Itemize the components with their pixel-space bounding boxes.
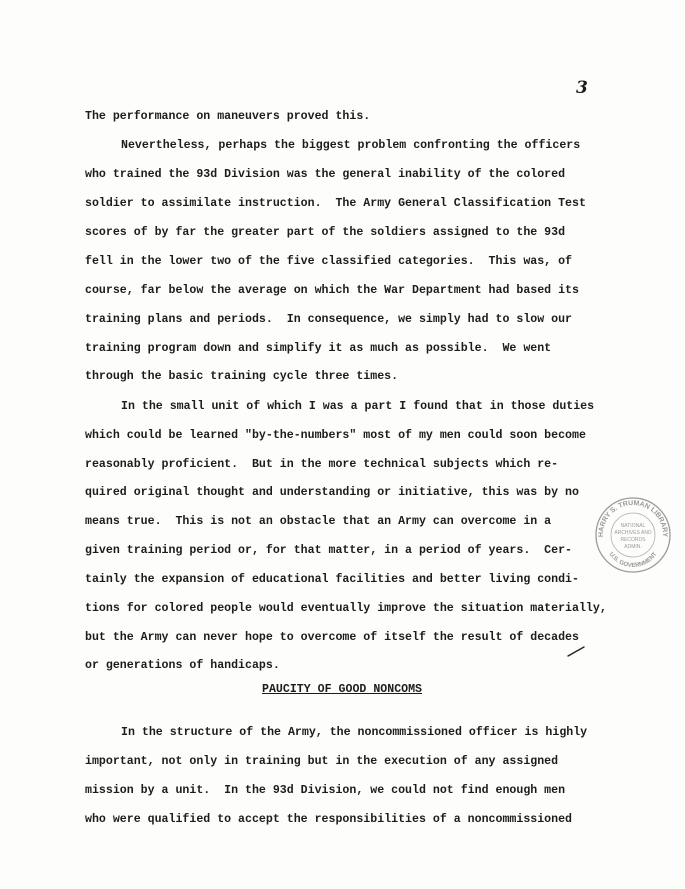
stamp-bottom-text: U.S. GOVERNMENT xyxy=(607,551,659,570)
svg-text:U.S. GOVERNMENT xyxy=(608,551,659,569)
text-line: but the Army can never hope to overcome of itself the result of decades xyxy=(85,631,579,644)
text-line: quired original thought and understanding or initiative, this was by no xyxy=(85,486,579,499)
page-number: 3 xyxy=(576,78,588,98)
text-line: training plans and periods. In consequence, we simply had to slow our xyxy=(85,313,573,326)
text-line: which could be learned "by-the-numbers" most of my men could soon become xyxy=(85,429,586,442)
section-heading: PAUCITY OF GOOD NONCOMS xyxy=(262,683,423,696)
text-line: or generations of handicaps. xyxy=(85,659,280,672)
text-line: given training period or, for that matter, in a period of years. Cer- xyxy=(85,544,573,557)
text-line: who trained the 93d Division was the general inability of the colored xyxy=(85,168,566,181)
stamp-center-line: ARCHIVES AND xyxy=(614,530,652,536)
text-line: In the structure of the Army, the noncommissioned officer is highly xyxy=(121,726,588,739)
text-line: important, not only in training but in the execution of any assigned xyxy=(85,755,559,768)
text-line: fell in the lower two of the five classified categories. This was, of xyxy=(85,255,573,268)
text-line: who were qualified to accept the responsibilities of a noncommissioned xyxy=(85,813,573,826)
stamp-center-line: ADMIN. xyxy=(624,544,642,550)
text-line: training program down and simplify it as much as possible. We went xyxy=(85,342,552,355)
text-line: The performance on maneuvers proved this. xyxy=(85,110,371,123)
archive-stamp-icon xyxy=(594,496,672,574)
text-line: mission by a unit. In the 93d Division, we could not find enough men xyxy=(85,784,566,797)
stamp-center-line: NATIONAL xyxy=(620,523,646,529)
stamp-center-line: RECORDS xyxy=(620,537,646,543)
text-line: In the small unit of which I was a part I found that in those duties xyxy=(121,400,595,413)
text-line: tions for colored people would eventually improve the situation materially, xyxy=(85,602,607,615)
text-line: Nevertheless, perhaps the biggest problem confronting the officers xyxy=(121,139,581,152)
text-line: means true. This is not an obstacle that an Army can overcome in a xyxy=(85,515,552,528)
text-line: reasonably proficient. But in the more technical subjects which re- xyxy=(85,458,559,471)
text-line: soldier to assimilate instruction. The Army General Classification Test xyxy=(85,197,586,210)
text-line: tainly the expansion of educational facilities and better living condi- xyxy=(85,573,579,586)
text-line: course, far below the average on which the War Department had based its xyxy=(85,284,579,297)
text-line: through the basic training cycle three times. xyxy=(85,370,399,383)
stamp-top-text: HARRY S. TRUMAN LIBRARY xyxy=(597,499,669,538)
text-line: scores of by far the greater part of the soldiers assigned to the 93d xyxy=(85,226,566,239)
pen-mark-icon xyxy=(566,644,586,658)
